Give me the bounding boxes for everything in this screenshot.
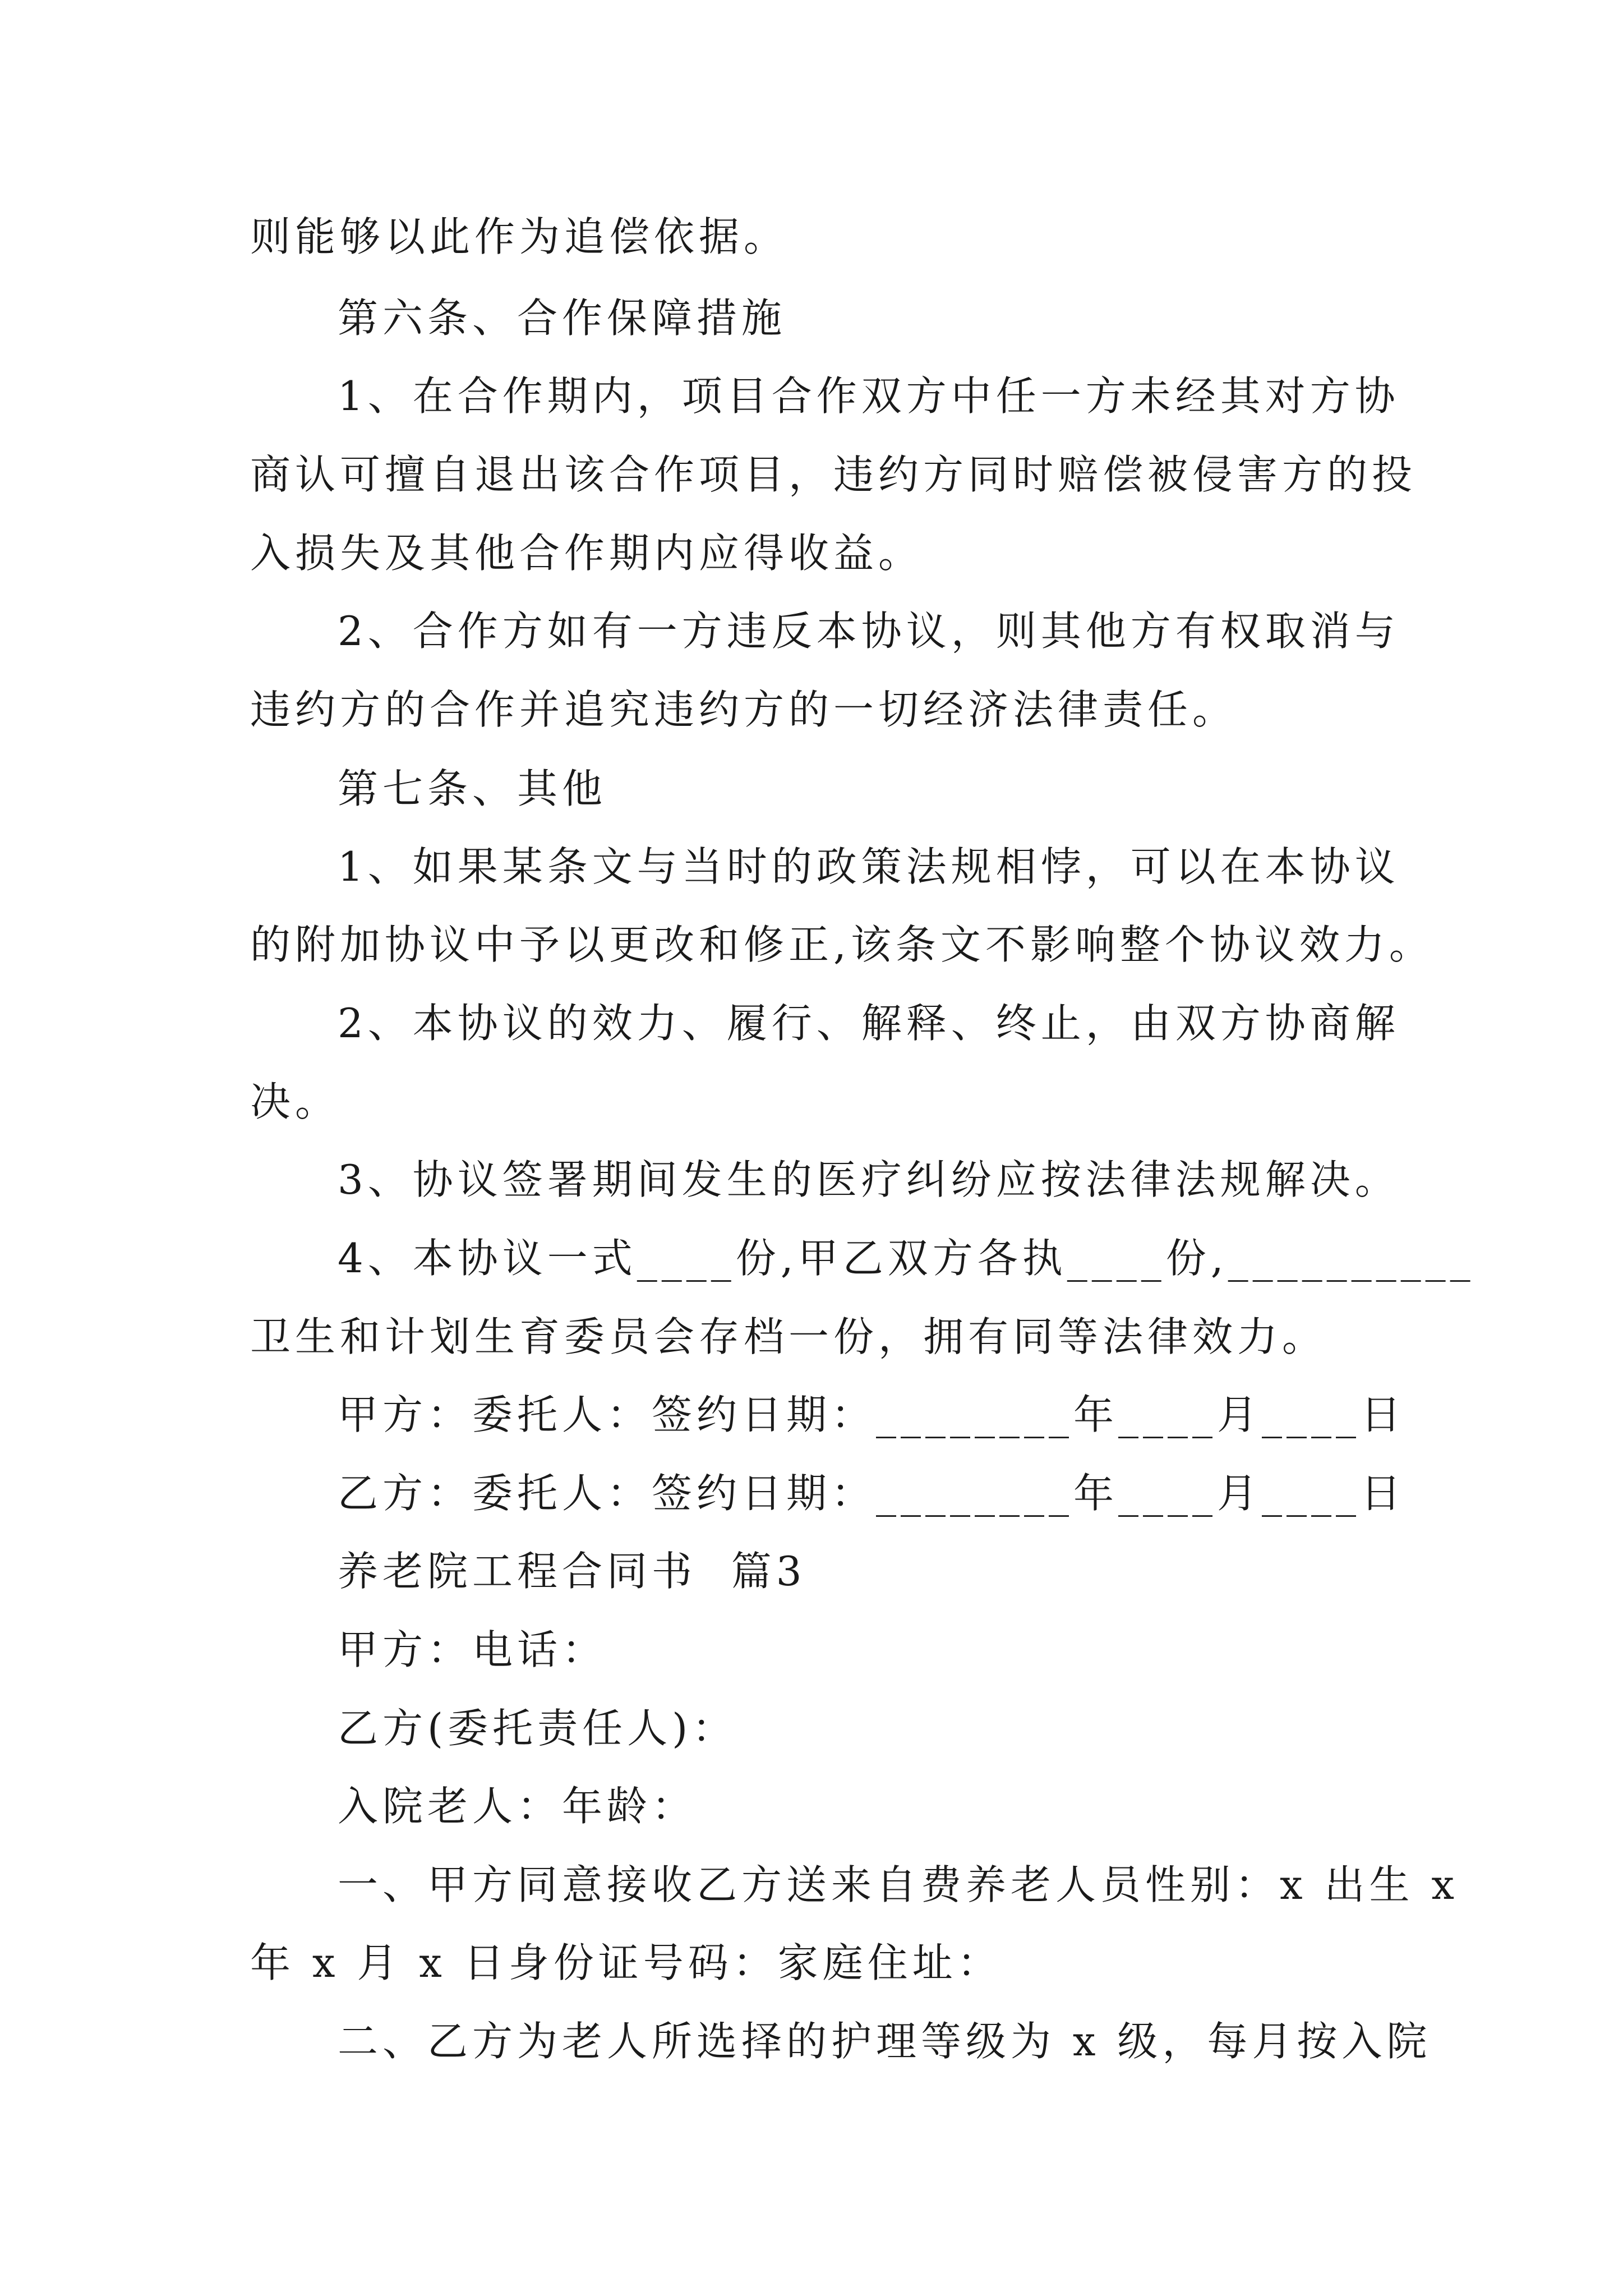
- contract-title: 养老院工程合同书 篇3: [338, 1548, 806, 1595]
- text-line: 决。: [250, 1078, 340, 1125]
- text-line: 入损失及其他合作期内应得收益。: [250, 530, 924, 577]
- text-line: 2、合作方如有一方违反本协议，则其他方有权取消与: [338, 608, 1400, 655]
- text-line: 卫生和计划生育委员会存档一份，拥有同等法律效力。: [250, 1313, 1327, 1360]
- text-line: 一、甲方同意接收乙方送来自费养老人员性别：x 出生 x: [338, 1861, 1459, 1908]
- text-line: 4、本协议一式____份,甲乙双方各执____份,__________: [338, 1235, 1475, 1282]
- signature-line-party-b: 乙方：委托人：签约日期：________年____月____日: [338, 1470, 1406, 1517]
- section-heading: 第六条、合作保障措施: [338, 295, 787, 342]
- text-line: 二、乙方为老人所选择的护理等级为 x 级，每月按入院: [338, 2018, 1432, 2065]
- text-line: 3、协议签署期间发生的医疗纠纷应按法律法规解决。: [338, 1156, 1400, 1203]
- text-line: 1、如果某条文与当时的政策法规相悖，可以在本协议: [338, 843, 1400, 890]
- text-line: 商认可擅自退出该合作项目，违约方同时赔偿被侵害方的投: [250, 451, 1417, 498]
- text-line: 2、本协议的效力、履行、解释、终止，由双方协商解: [338, 1000, 1400, 1047]
- section-heading: 第七条、其他: [338, 765, 607, 812]
- text-line: 乙方(委托责任人)：: [338, 1705, 737, 1752]
- text-line: 则能够以此作为追偿依据。: [250, 213, 789, 260]
- text-line: 的附加协议中予以更改和修正,该条文不影响整个协议效力。: [250, 921, 1434, 968]
- text-line: 1、在合作期内，项目合作双方中任一方未经其对方协: [338, 372, 1400, 420]
- text-line: 入院老人：年龄：: [338, 1783, 697, 1830]
- text-line: 违约方的合作并追究违约方的一切经济法律责任。: [250, 686, 1238, 733]
- text-line: 甲方：电话：: [338, 1626, 607, 1673]
- text-line: 年 x 月 x 日身份证号码：家庭住址：: [250, 1939, 1002, 1986]
- signature-line-party-a: 甲方：委托人：签约日期：________年____月____日: [338, 1391, 1406, 1438]
